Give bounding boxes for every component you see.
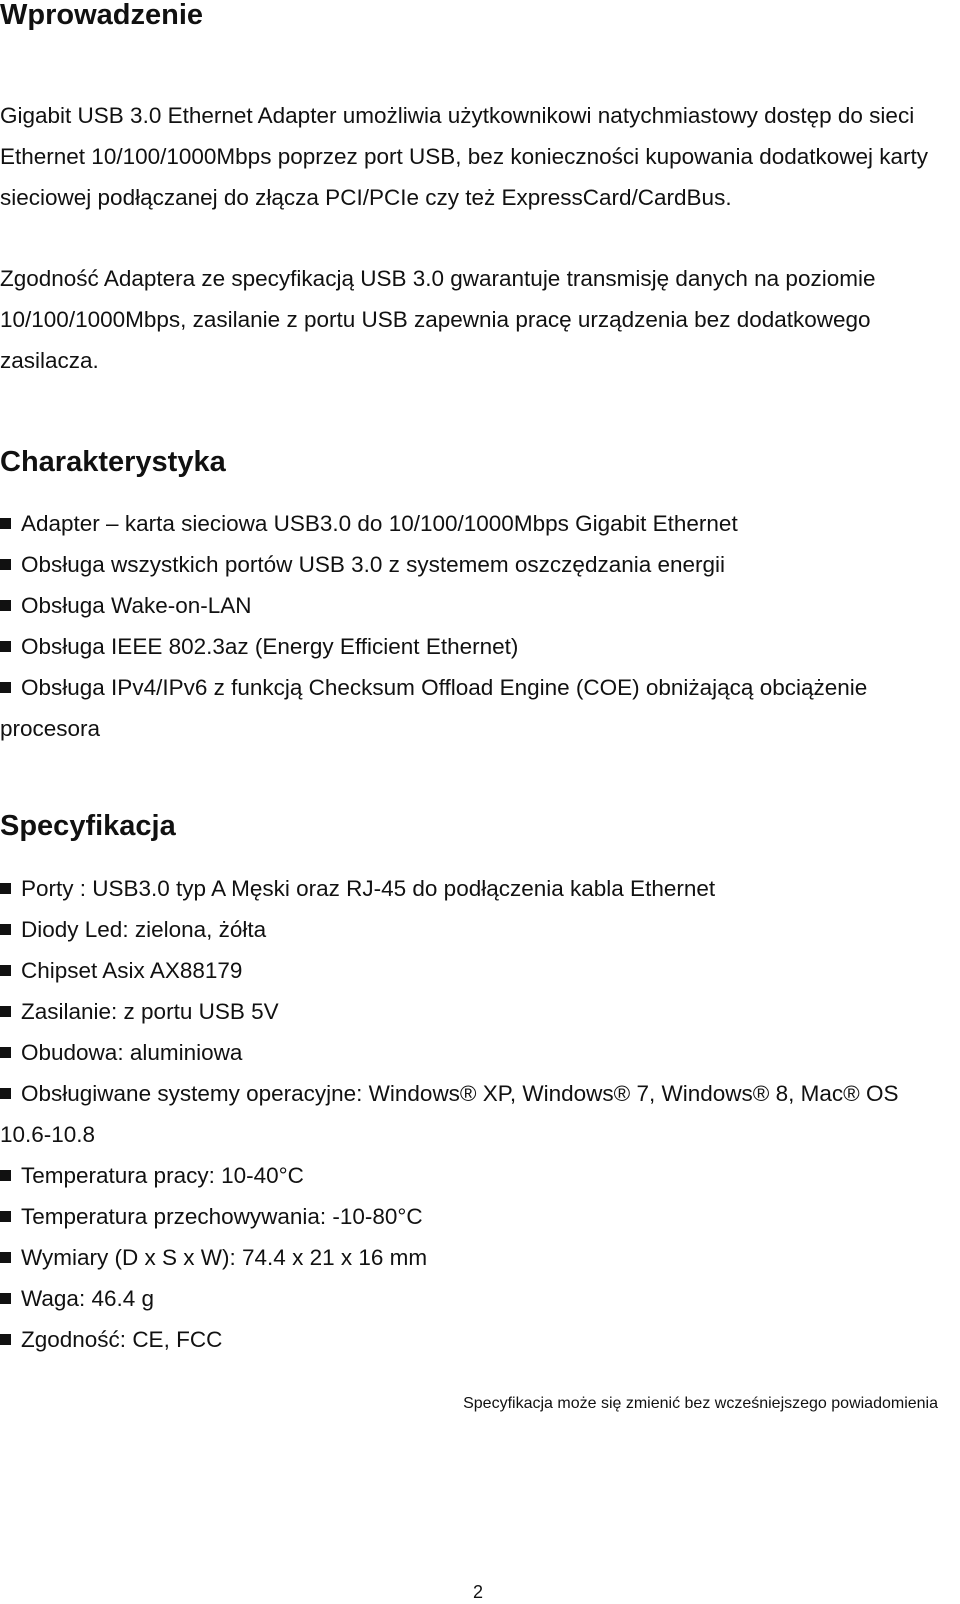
square-bullet-icon	[0, 559, 11, 570]
intro-paragraph-2: Zgodność Adaptera ze specyfikacją USB 3.0 gwarantuje transmisję danych na poziomie 10/100/1000Mbps, zasilanie z portu USB zapewnia pracę urządzenia bez dodatkowego zasilacza.	[0, 266, 876, 373]
list-item-text: Temperatura pracy: 10-40°C	[21, 1163, 304, 1188]
list-item	[0, 909, 955, 950]
square-bullet-icon	[0, 1088, 11, 1099]
square-bullet-icon	[0, 1006, 11, 1017]
list-item-text: Porty : USB3.0 typ A Męski oraz RJ-45 do podłączenia kabla Ethernet	[21, 876, 716, 901]
square-bullet-icon	[0, 641, 11, 652]
square-bullet-icon	[0, 600, 11, 611]
specification-list	[0, 868, 955, 1360]
list-item-text: Obsługa IEEE 802.3az (Energy Efficient Ethernet)	[21, 634, 519, 659]
features-list	[0, 503, 955, 749]
list-item	[0, 1237, 955, 1278]
list-item	[0, 544, 955, 585]
list-item	[0, 1073, 955, 1155]
list-item	[0, 667, 955, 749]
square-bullet-icon	[0, 883, 11, 894]
square-bullet-icon	[0, 965, 11, 976]
list-item	[0, 1155, 955, 1196]
intro-paragraph-1: Gigabit USB 3.0 Ethernet Adapter umożliwia użytkownikowi natychmiastowy dostęp do sieci Ethernet 10/100/1000Mbps poprzez port USB, bez konieczności kupowania dodatkowej karty sieciowej podłączanej do złącza PCI/PCIe czy też ExpressCard/CardBus.	[0, 103, 929, 210]
square-bullet-icon	[0, 518, 11, 529]
page-number: 2	[473, 1582, 484, 1602]
square-bullet-icon	[0, 1170, 11, 1181]
list-item	[0, 991, 955, 1032]
list-item-text: Obsługiwane systemy operacyjne: Windows® XP, Windows® 7, Windows® 8, Mac® OS 10.6-10.8	[0, 1081, 899, 1147]
list-item-text: Wymiary (D x S x W): 74.4 x 21 x 16 mm	[21, 1245, 428, 1270]
list-item-text: Zasilanie: z portu USB 5V	[21, 999, 279, 1024]
square-bullet-icon	[0, 1252, 11, 1263]
list-item	[0, 950, 955, 991]
list-item-text: Adapter – karta sieciowa USB3.0 do 10/100/1000Mbps Gigabit Ethernet	[21, 511, 738, 536]
square-bullet-icon	[0, 1334, 11, 1345]
square-bullet-icon	[0, 682, 11, 693]
list-item-text: Obsługa Wake-on-LAN	[21, 593, 252, 618]
list-item-text: Temperatura przechowywania: -10-80°C	[21, 1204, 423, 1229]
list-item-text: Obsługa IPv4/IPv6 z funkcją Checksum Offload Engine (COE) obniżającą obciążenie procesora	[0, 675, 868, 741]
list-item-text: Obudowa: aluminiowa	[21, 1040, 243, 1065]
list-item	[0, 1032, 955, 1073]
section-heading-specification: Specyfikacja	[0, 810, 176, 842]
list-item-text: Zgodność: CE, FCC	[21, 1327, 223, 1352]
disclaimer-note: Specyfikacja może się zmienić bez wcześniejszego powiadomienia	[463, 1395, 938, 1412]
list-item	[0, 1278, 955, 1319]
square-bullet-icon	[0, 1293, 11, 1304]
square-bullet-icon	[0, 1047, 11, 1058]
square-bullet-icon	[0, 1211, 11, 1222]
list-item-text: Obsługa wszystkich portów USB 3.0 z systemem oszczędzania energii	[21, 552, 726, 577]
list-item	[0, 503, 955, 544]
section-heading-introduction: Wprowadzenie	[0, 0, 204, 31]
list-item-text: Chipset Asix AX88179	[21, 958, 243, 983]
list-item	[0, 626, 955, 667]
list-item-text: Diody Led: zielona, żółta	[21, 917, 267, 942]
list-item	[0, 1196, 955, 1237]
list-item-text: Waga: 46.4 g	[21, 1286, 155, 1311]
list-item	[0, 1319, 955, 1360]
section-heading-features: Charakterystyka	[0, 446, 226, 478]
square-bullet-icon	[0, 924, 11, 935]
list-item	[0, 868, 955, 909]
list-item	[0, 585, 955, 626]
